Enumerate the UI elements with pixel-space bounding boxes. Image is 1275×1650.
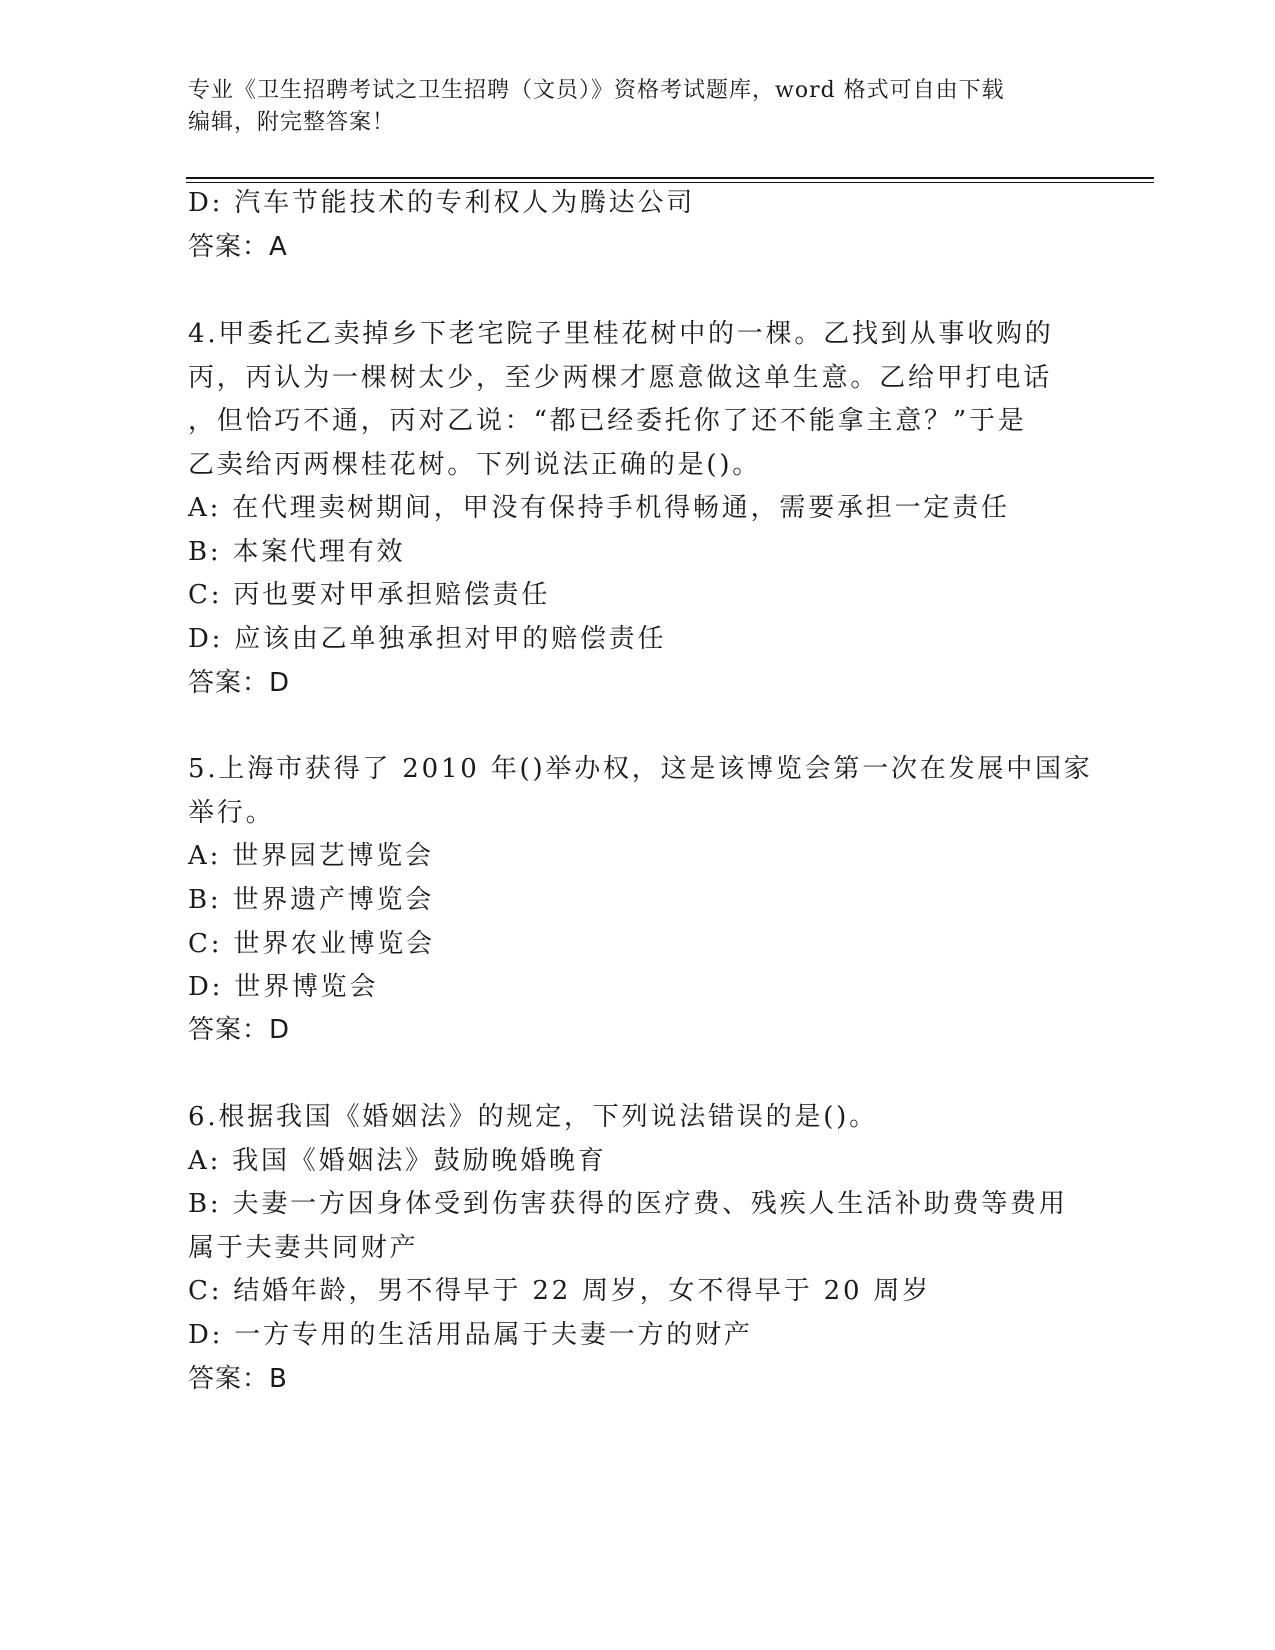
q5-stem-line-1: 5.上海市获得了 2010 年()举办权，这是该博览会第一次在发展中国家 (188, 754, 1093, 784)
q4-option-b: B: 本案代理有效 (188, 537, 406, 567)
q5-option-a: A: 世界园艺博览会 (188, 841, 434, 871)
q4-answer: 答案：D (188, 668, 291, 698)
q6-option-a: A: 我国《婚姻法》鼓励晚婚晚育 (188, 1146, 607, 1176)
q6-option-b-line-2: 属于夫妻共同财产 (188, 1233, 419, 1263)
q5-stem-line-2: 举行。 (188, 798, 275, 828)
header-divider-thick (186, 177, 1154, 179)
q4-stem-line-2: 丙，丙认为一棵树太少，至少两棵才愿意做这单生意。乙给甲打电话 (188, 363, 1053, 393)
q4-stem-line-4: 乙卖给丙两棵桂花树。下列说法正确的是()。 (188, 450, 762, 480)
q4-option-c: C: 丙也要对甲承担赔偿责任 (188, 580, 551, 610)
q5-option-b: B: 世界遗产博览会 (188, 885, 435, 915)
q5-answer: 答案：D (188, 1015, 291, 1045)
q5-option-d: D: 世界博览会 (188, 972, 379, 1002)
q6-answer: 答案：B (188, 1364, 288, 1394)
q3-option-d: D: 汽车节能技术的专利权人为腾达公司 (188, 188, 696, 218)
q6-option-d: D: 一方专用的生活用品属于夫妻一方的财产 (188, 1320, 753, 1350)
header-divider-thin (186, 182, 1154, 183)
q3-answer: 答案：A (188, 232, 288, 262)
q4-stem-line-3: ，但恰巧不通，丙对乙说：“都已经委托你了还不能拿主意？”于是 (188, 406, 1027, 436)
q6-option-c: C: 结婚年龄，男不得早于 22 周岁，女不得早于 20 周岁 (188, 1276, 931, 1306)
q5-option-c: C: 世界农业博览会 (188, 929, 435, 959)
q4-option-a: A: 在代理卖树期间，甲没有保持手机得畅通，需要承担一定责任 (188, 493, 1010, 523)
q4-stem-line-1: 4.甲委托乙卖掉乡下老宅院子里桂花树中的一棵。乙找到从事收购的 (188, 319, 1054, 349)
document-header-line-1: 专业《卫生招聘考试之卫生招聘（文员）》资格考试题库，word 格式可自由下载 (188, 78, 1005, 103)
q6-option-b-line-1: B: 夫妻一方因身体受到伤害获得的医疗费、残疾人生活补助费等费用 (188, 1189, 1068, 1219)
q6-stem-line-1: 6.根据我国《婚姻法》的规定，下列说法错误的是()。 (188, 1102, 878, 1132)
q4-option-d: D: 应该由乙单独承担对甲的赔偿责任 (188, 624, 667, 654)
document-header-line-2: 编辑，附完整答案！ (188, 110, 396, 135)
